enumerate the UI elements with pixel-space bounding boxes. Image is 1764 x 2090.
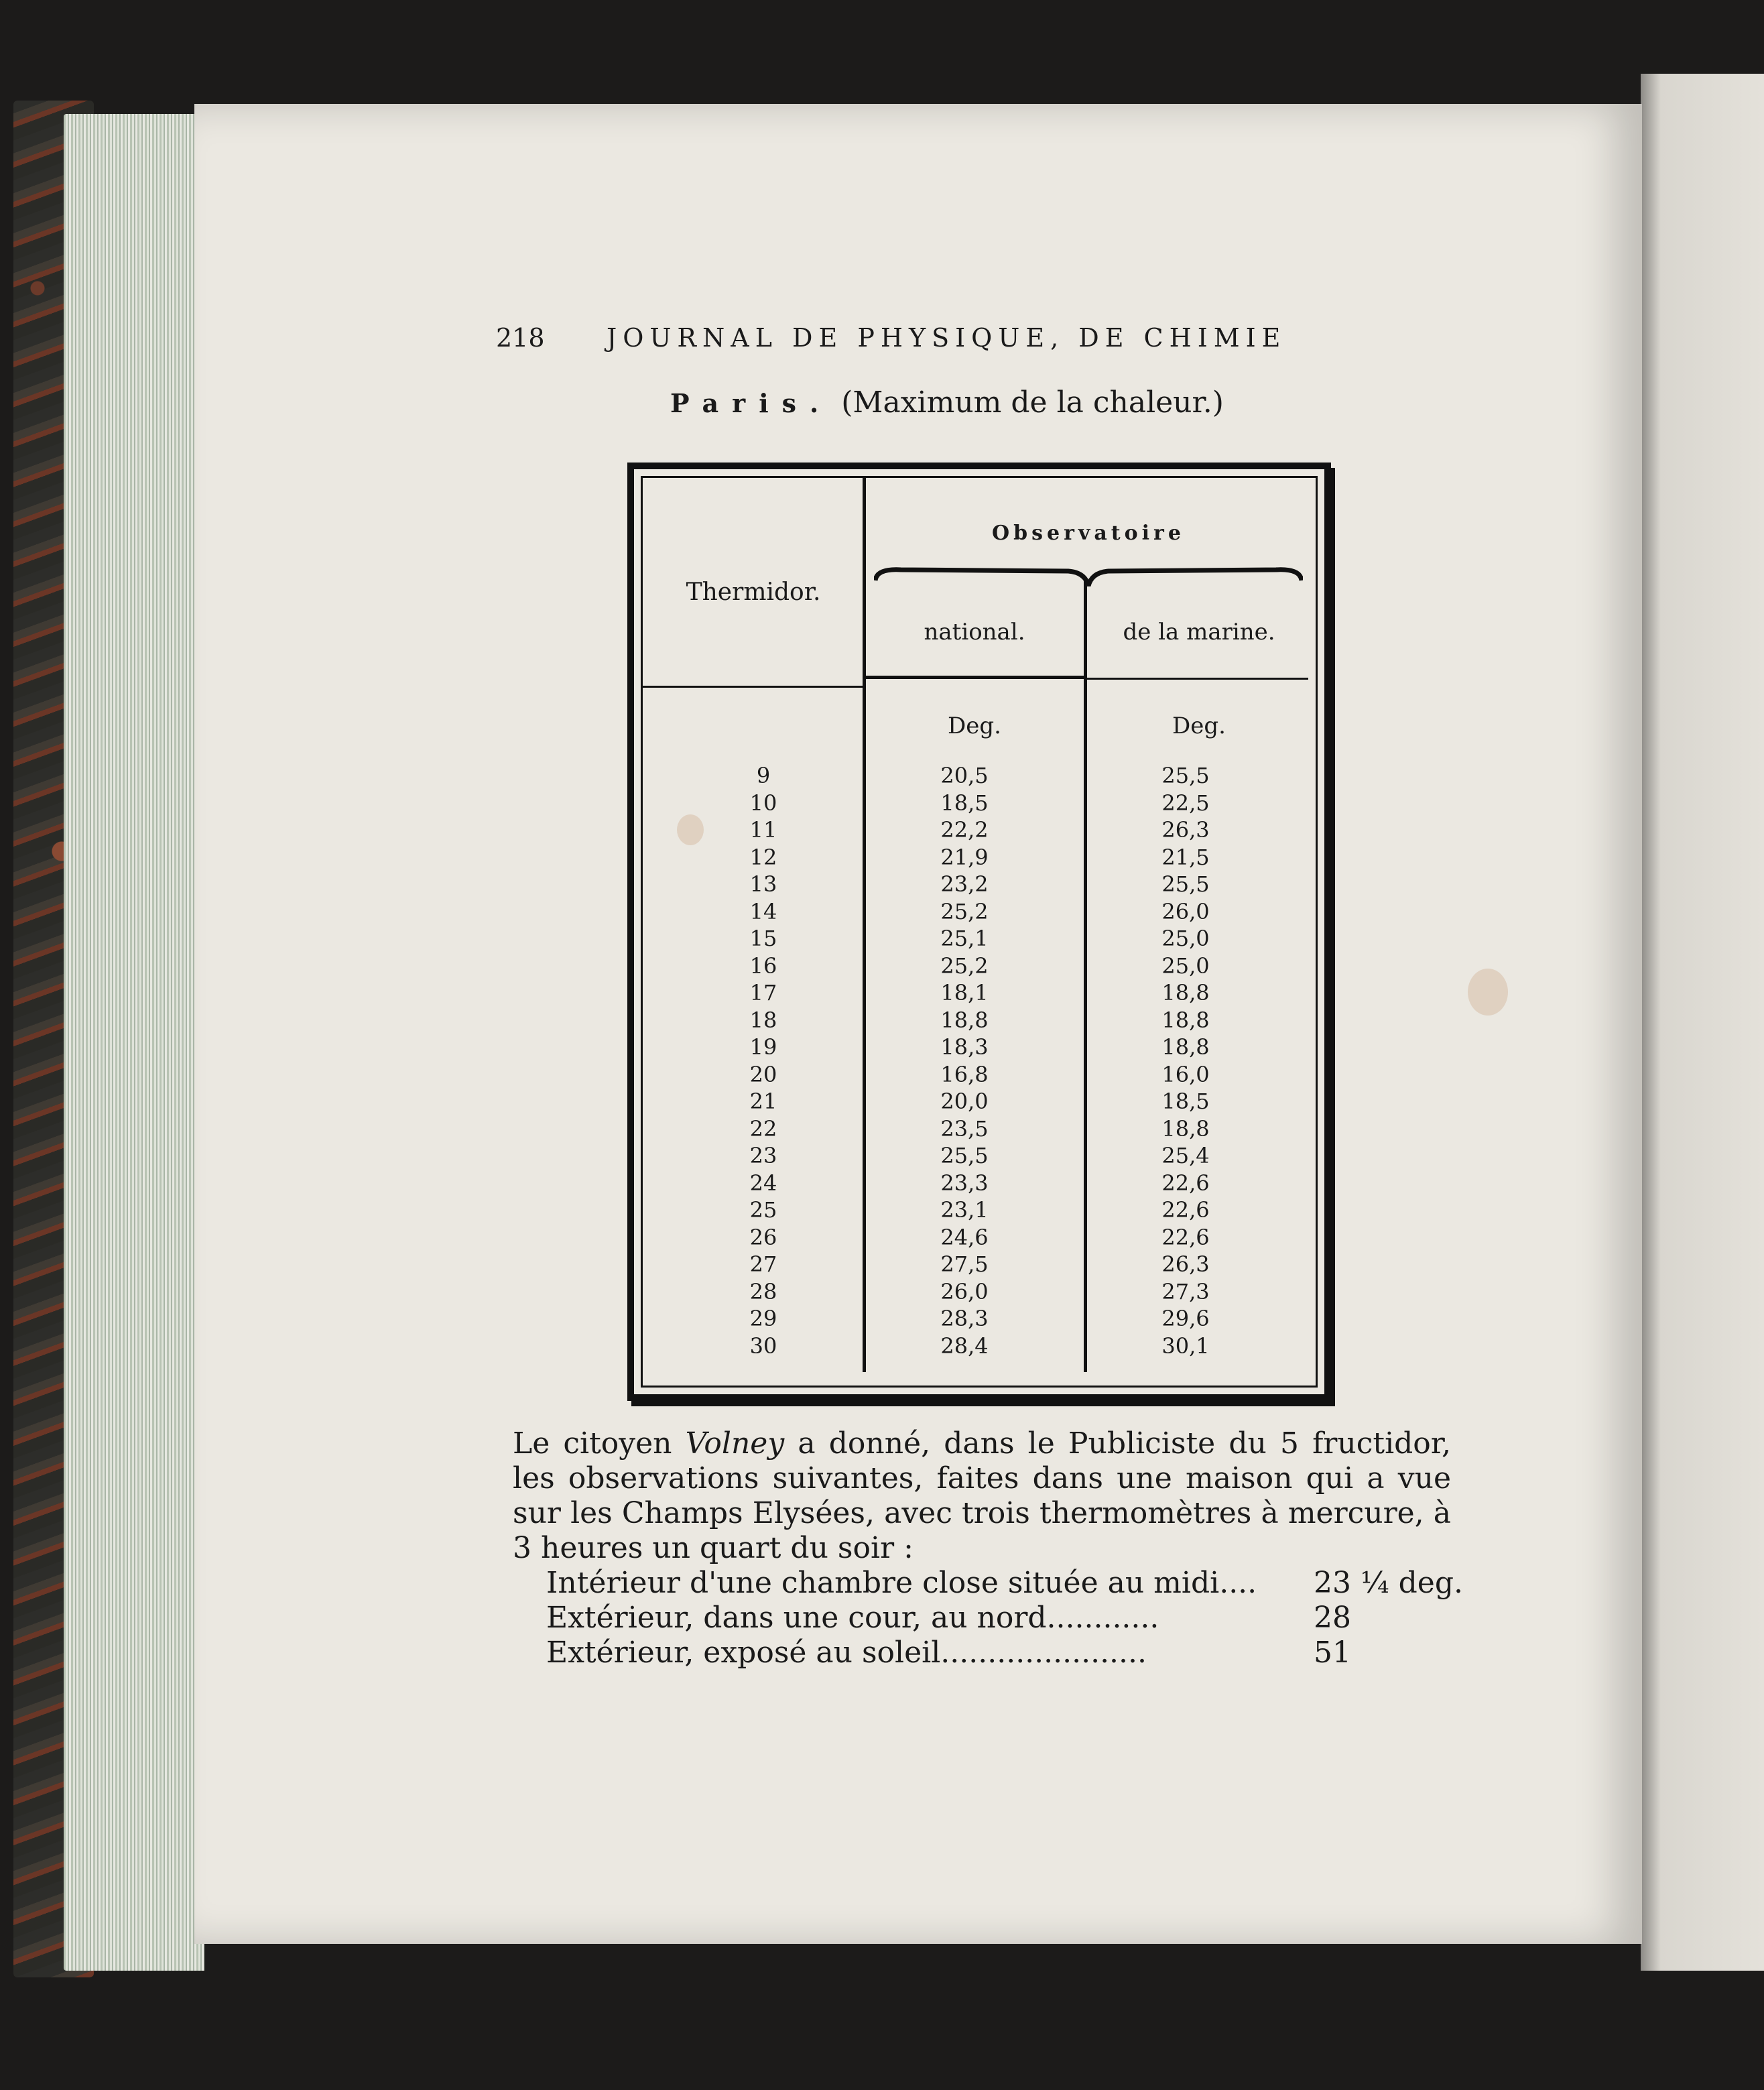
paragraph-rest: a donné, dans le Publiciste du 5 fructidor, les observations suivantes, faites dans une maison qui a vue sur les Champs Elysées, avec trois thermomètres à mercure, à 3 heures un quart du soir : [513, 1426, 1451, 1565]
cell-day: 23 [749, 1143, 777, 1168]
facing-page-edge [1641, 74, 1764, 1971]
unit-national: Deg. [948, 713, 1001, 739]
cell-day: 15 [749, 926, 777, 951]
observation-row [513, 1636, 1451, 1670]
cell-national: 18,8 [940, 1007, 989, 1033]
cell-day: 30 [749, 1333, 777, 1359]
caption-place: Paris. [670, 388, 832, 418]
cell-marine: 18,8 [1161, 980, 1210, 1005]
observation-label: Extérieur, dans une cour, au nord............ [546, 1601, 1159, 1635]
cell-day: 14 [749, 898, 777, 924]
cell-national: 18,3 [940, 1034, 989, 1060]
table-row [643, 926, 1316, 953]
cell-marine: 18,8 [1161, 1007, 1210, 1033]
table-inner-border [641, 476, 1318, 1388]
cell-day: 26 [749, 1224, 777, 1250]
paragraph-intro: Le citoyen [513, 1426, 686, 1461]
header-rule [1087, 678, 1308, 680]
cell-national: 26,0 [940, 1278, 989, 1304]
observation-value: 23 ¼ deg. [1314, 1566, 1463, 1600]
table-caption [670, 385, 1273, 420]
cell-day: 21 [749, 1089, 777, 1114]
cell-national: 25,2 [940, 952, 989, 979]
header-marine: de la marine. [1123, 619, 1275, 646]
cell-national: 23,2 [940, 871, 989, 897]
cell-national: 27,5 [940, 1251, 989, 1277]
cell-day: 16 [749, 952, 777, 979]
page-number: 218 [496, 323, 545, 353]
cell-day: 29 [749, 1306, 777, 1331]
cell-day: 9 [756, 763, 771, 788]
table-row [643, 1170, 1316, 1198]
cell-national: 18,1 [940, 980, 989, 1005]
cell-day: 20 [749, 1061, 777, 1087]
cell-day: 18 [749, 1007, 777, 1033]
cell-marine: 16,0 [1161, 1061, 1210, 1087]
observation-row [513, 1566, 1463, 1601]
table-body [643, 763, 1316, 1360]
cell-day: 12 [749, 844, 777, 870]
cell-day: 11 [749, 817, 777, 843]
author-name: Volney [685, 1426, 785, 1461]
table-row [643, 1333, 1316, 1361]
caption-subtitle: (Maximum de la chaleur.) [841, 385, 1224, 420]
table-row [643, 1143, 1316, 1170]
body-text [513, 1426, 1463, 1670]
cell-national: 28,3 [940, 1306, 989, 1331]
cell-national: 18,5 [940, 790, 989, 816]
header-rule [643, 686, 863, 688]
table-row [643, 1034, 1316, 1062]
header-thermidor: Thermidor. [686, 578, 821, 606]
observation-row [513, 1601, 1451, 1636]
cell-marine: 27,3 [1161, 1278, 1210, 1304]
cell-day: 28 [749, 1278, 777, 1304]
cell-day: 17 [749, 980, 777, 1005]
temperature-table [627, 463, 1331, 1401]
cell-marine: 22,6 [1161, 1197, 1210, 1223]
cell-marine: 18,5 [1161, 1089, 1210, 1114]
header-brace [874, 562, 1303, 589]
table-row [643, 953, 1316, 981]
cell-marine: 22,6 [1161, 1170, 1210, 1196]
table-row [643, 817, 1316, 845]
cell-marine: 18,8 [1161, 1034, 1210, 1060]
stain [1468, 969, 1508, 1016]
table-row [643, 871, 1316, 899]
cell-national: 20,0 [940, 1089, 989, 1114]
cell-day: 25 [749, 1197, 777, 1223]
table-row [643, 1116, 1316, 1144]
cell-day: 24 [749, 1170, 777, 1196]
table-row [643, 1089, 1316, 1116]
header-observatoire: Observatoire [992, 521, 1185, 545]
cell-day: 19 [749, 1034, 777, 1060]
running-head [496, 323, 1340, 363]
cell-marine: 18,8 [1161, 1115, 1210, 1142]
table-row [643, 899, 1316, 926]
cell-national: 28,4 [940, 1333, 989, 1359]
table-row [643, 1306, 1316, 1333]
paragraph [513, 1426, 1451, 1566]
table-row [643, 763, 1316, 790]
cell-national: 25,5 [940, 1143, 989, 1168]
cell-marine: 26,3 [1161, 1251, 1210, 1277]
cell-day: 27 [749, 1251, 777, 1277]
cell-day: 10 [749, 790, 777, 816]
header-rule [866, 676, 1084, 679]
cell-national: 23,3 [940, 1170, 989, 1196]
observation-label: Extérieur, exposé au soleil...................... [546, 1636, 1147, 1670]
observation-value: 28 [1314, 1601, 1351, 1635]
cell-marine: 21,5 [1161, 844, 1210, 870]
cell-marine: 25,0 [1161, 952, 1210, 979]
cell-marine: 25,4 [1161, 1143, 1210, 1168]
cell-marine: 26,0 [1161, 898, 1210, 924]
cell-marine: 25,5 [1161, 763, 1210, 788]
cell-national: 21,9 [940, 844, 989, 870]
table-row [643, 1251, 1316, 1279]
table-row [643, 790, 1316, 818]
unit-marine: Deg. [1172, 713, 1226, 739]
observation-label: Intérieur d'une chambre close située au midi.... [546, 1566, 1257, 1600]
cell-marine: 22,6 [1161, 1224, 1210, 1250]
page-edges [64, 114, 204, 1971]
cell-national: 22,2 [940, 817, 989, 843]
cell-marine: 22,5 [1161, 790, 1210, 816]
table-row [643, 1007, 1316, 1035]
cell-marine: 30,1 [1161, 1333, 1210, 1359]
cell-marine: 26,3 [1161, 817, 1210, 843]
cell-marine: 25,0 [1161, 926, 1210, 951]
journal-title: JOURNAL DE PHYSIQUE, DE CHIMIE [607, 323, 1287, 353]
table-row [643, 980, 1316, 1007]
cell-national: 24,6 [940, 1224, 989, 1250]
cell-national: 25,2 [940, 898, 989, 924]
cell-marine: 25,5 [1161, 871, 1210, 897]
cell-national: 16,8 [940, 1061, 989, 1087]
cell-day: 22 [749, 1115, 777, 1142]
cell-national: 23,5 [940, 1115, 989, 1142]
cell-day: 13 [749, 871, 777, 897]
cell-marine: 29,6 [1161, 1306, 1210, 1331]
cell-national: 20,5 [940, 763, 989, 788]
header-national: national. [924, 619, 1025, 646]
table-row [643, 1225, 1316, 1252]
table-row [643, 845, 1316, 872]
table-row [643, 1197, 1316, 1225]
cell-national: 23,1 [940, 1197, 989, 1223]
observation-value: 51 [1314, 1636, 1351, 1670]
table-row [643, 1062, 1316, 1089]
cell-national: 25,1 [940, 926, 989, 951]
table-row [643, 1279, 1316, 1306]
